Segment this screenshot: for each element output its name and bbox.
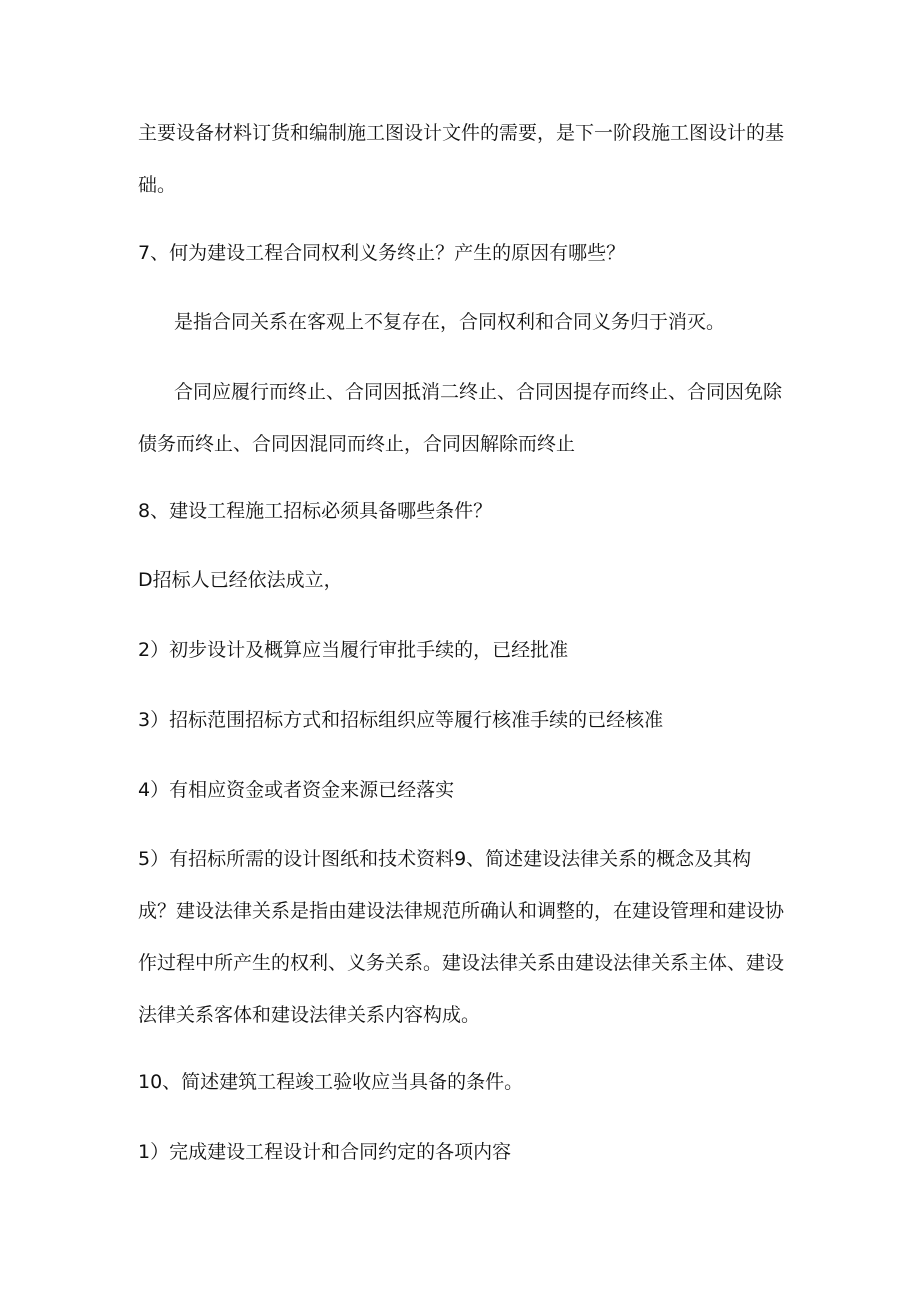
condition-2: 2）初步设计及概算应当履行审批手续的，已经批准 bbox=[138, 639, 569, 661]
condition-5-and-question-9: 5）有招标所需的设计图纸和技术资料9、简述建设法律关系的概念及其构成？建设法律关系是指由建设法律规范所确认和调整的，在建设管理和建设协作过程中所产生的权利、义务关系。建设法律关系由建设法律关系主体、建设法律关系客体和建设法律关系内容构成。 bbox=[138, 848, 785, 1026]
answer-7-definition: 是指合同关系在客观上不复存在，合同权利和合同义务归于消灭。 bbox=[174, 311, 726, 333]
paragraph-design-basis: 主要设备材料订货和编制施工图设计文件的需要，是下一阶段施工图设计的基础。 bbox=[138, 122, 785, 196]
answer-7-causes: 合同应履行而终止、合同因抵消二终止、合同因提存而终止、合同因免除债务而终止、合同因混同而终止，合同因解除而终止 bbox=[138, 381, 783, 455]
question-7-heading: 7、何为建设工程合同权利义务终止？产生的原因有哪些？ bbox=[138, 242, 626, 264]
condition-3: 3）招标范围招标方式和招标组织应等履行核准手续的已经核准 bbox=[138, 709, 664, 731]
question-10-heading: 10、简述建筑工程竣工验收应当具备的条件。 bbox=[138, 1071, 524, 1093]
condition-4: 4）有相应资金或者资金来源已经落实 bbox=[138, 779, 455, 801]
acceptance-condition-1: 1）完成建设工程设计和合同约定的各项内容 bbox=[138, 1141, 512, 1163]
question-8-heading: 8、建设工程施工招标必须具备哪些条件？ bbox=[138, 500, 493, 522]
condition-1: D招标人已经依法成立， bbox=[138, 569, 343, 591]
